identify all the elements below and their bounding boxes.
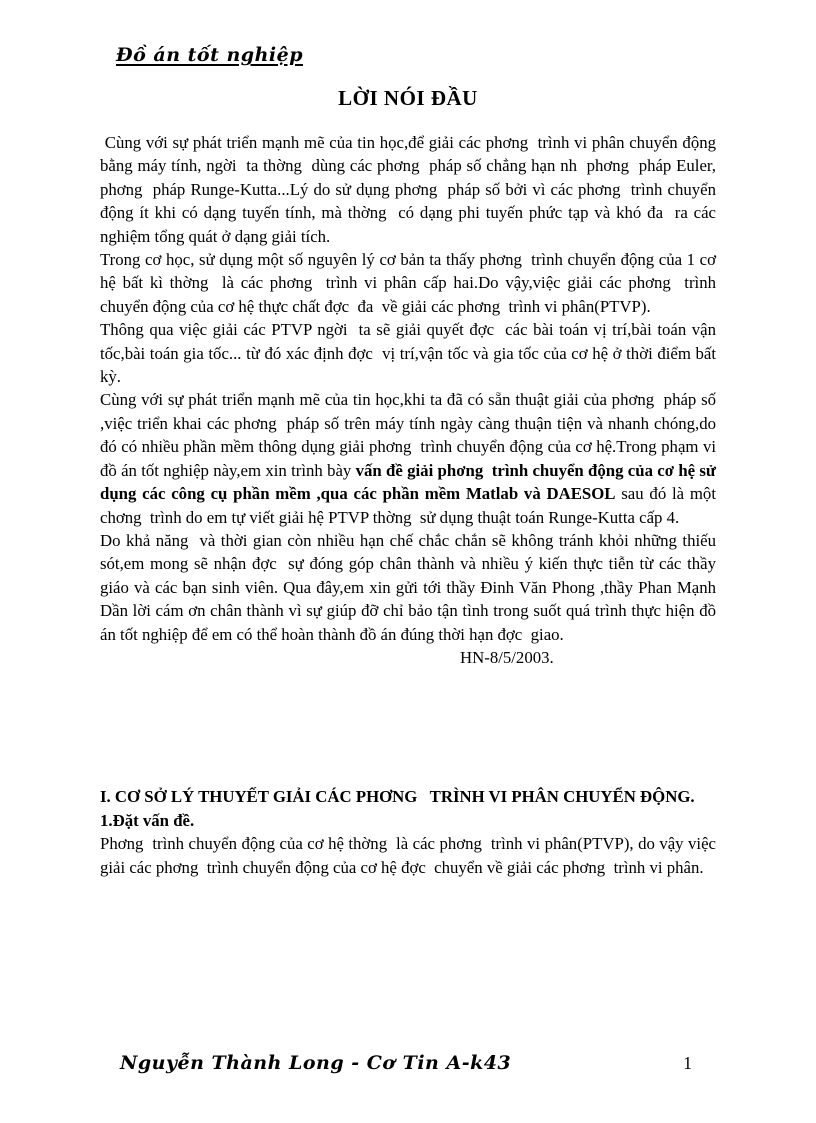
running-header: Đồ án tốt nghiệp xyxy=(116,44,303,66)
paragraph-thesis-scope-bold: vấn đề giải phơng trình chuyển động của cơ hệ sử dụng các công cụ phần mềm ,qua các phần mềm Matlab và DAESOL xyxy=(100,460,721,504)
section-body-paragraph: Phơng trình chuyển động của cơ hệ thờng là các phơng trình vi phân(PTVP), do vậy việc giải các phơng trình chuyển động của cơ hệ đợc chuyển về giải các phơng trình vi phân. xyxy=(100,834,721,877)
page-content xyxy=(100,86,721,879)
paragraph-mechanics: Trong cơ học, sử dụng một số nguyên lý cơ bản ta thấy phơng trình chuyển động của 1 cơ hệ bất kì thờng là các phơng trình vi phân cấp hai.Do vậy,việc giải các phơng trình chuyển động của cơ hệ thực chất đợc đa về giải các phơng trình vi phân(PTVP). xyxy=(100,250,721,316)
paragraph-intro: Cùng với sự phát triển mạnh mẽ của tin học,để giải các phơng trình vi phân chuyển động bằng máy tính, ngời ta thờng dùng các phơng pháp số chẳng hạn nh phơng pháp Euler, phơng pháp Runge-Kutta...Lý do sử dụng phơng pháp số bởi vì các phơng trình chuyển động ít khi có dạng tuyến tính, mà thờng có dạng phi tuyến phức tạp và khó đa ra các nghiệm tổng quát ở dạng giải tích. xyxy=(100,133,721,246)
date-line: HN-8/5/2003. xyxy=(460,647,554,667)
paragraph-ptvp-benefits: Thông qua việc giải các PTVP ngời ta sẽ giải quyết đợc các bài toán vị trí,bài toán vận tốc,bài toán gia tốc... từ đó xác định đợc vị trí,vận tốc và gia tốc của cơ hệ ở thời điểm bất kỳ. xyxy=(100,320,721,387)
section-subheading: 1.Đặt vấn đề. xyxy=(100,810,195,830)
document-title: LỜI NÓI ĐẦU xyxy=(338,86,478,110)
paragraph-thesis-scope-tail: sau đó là một chơng trình do em tự viết giải hệ PTVP thờng sử dụng thuật toán Runge-Kutta cấp 4. xyxy=(100,484,721,527)
paragraph-thesis-scope-regular: Cùng với sự phát triển mạnh mẽ của tin học,khi ta đã có sẵn thuật giải của phơng pháp số ,việc triển khai các phơng pháp số trên máy tính ngày càng thuận tiện và nhanh chóng,do đó có nhiều phần mềm thông dụng giải phơng trình chuyển động của cơ hệ.Trong phạm vi đồ án tốt nghiệp này,em xin trình bày xyxy=(100,390,721,480)
section-1 xyxy=(100,785,721,879)
page-footer xyxy=(100,1052,716,1074)
page-number: 1 xyxy=(683,1053,692,1073)
paragraph-thesis-scope xyxy=(100,388,721,528)
section-heading: I. CƠ SỞ LÝ THUYẾT GIẢI CÁC PHƠNG TRÌNH VI PHÂN CHUYỂN ĐỘNG. xyxy=(100,787,695,807)
footer-author: Nguyễn Thành Long - Cơ Tin A-k43 xyxy=(120,1052,512,1074)
paragraph-acknowledgements: Do khả năng và thời gian còn nhiều hạn chế chắc chắn sẽ không tránh khỏi những thiếu sót,em mong sẽ nhận đợc sự đóng góp chân thành và nhiều ý kiến thực tiễn từ các thầy giáo và các bạn sinh viên. Qua đây,em xin gửi tới thầy Đinh Văn Phong ,thầy Phan Mạnh Dần lời cám ơn chân thành vì sự giúp đỡ chỉ bảo tận tình trong suốt quá trình thực hiện đồ án tốt nghiệp để em có thể hoàn thành đồ án đúng thời hạn đợc giao. xyxy=(100,530,721,644)
